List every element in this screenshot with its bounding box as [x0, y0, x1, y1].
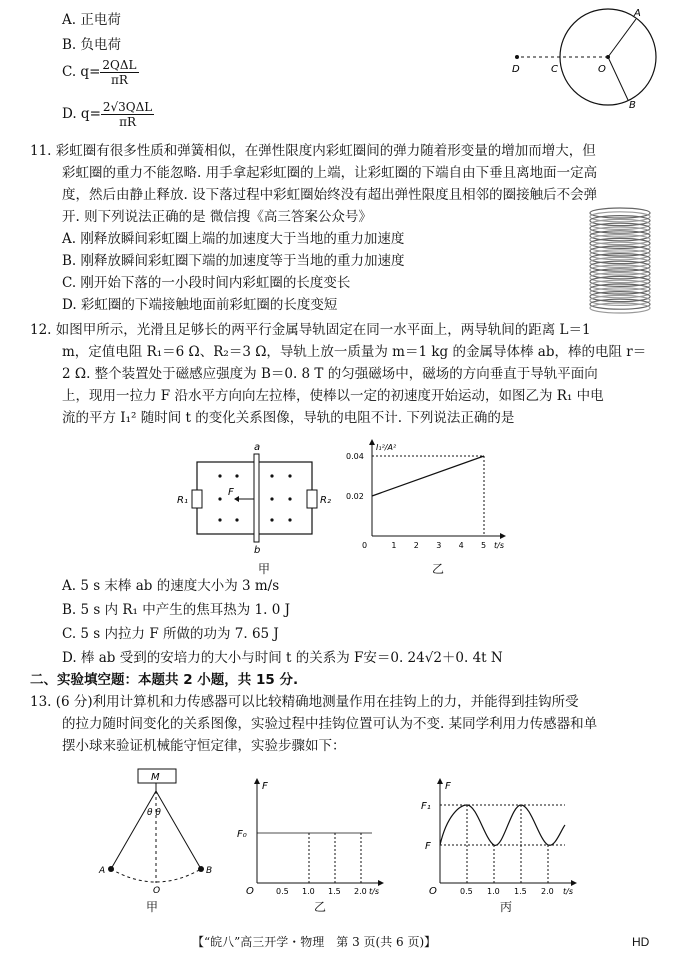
- label-a: A: [99, 866, 106, 876]
- q12-option-b: B. 5 s 内 R₁ 中产生的焦耳热为 1. 0 J: [62, 602, 291, 618]
- label-theta: θ θ: [147, 808, 161, 818]
- x-tick-label: 1.5: [514, 887, 527, 895]
- q12-stem-line: 2 Ω. 整个装置处于磁感应强度为 B＝0. 8 T 的匀强磁场中，磁场的方向垂直于导轨平面向: [62, 366, 598, 382]
- rod-ab: [254, 454, 259, 542]
- footer-code: HD: [632, 935, 650, 949]
- q13-fig-jia-caption: 甲: [146, 900, 159, 914]
- q11-stem-line: 11. 彩虹圈有很多性质和弹簧相似，在弹性限度内彩虹圈间的弹力随着形变量的增加而增大，但: [30, 143, 596, 159]
- string-left: [111, 791, 156, 869]
- origin-label: O: [246, 886, 254, 895]
- slinky-coils: [590, 208, 650, 313]
- q10-option-b: B. 负电荷: [62, 37, 122, 53]
- label-r2: R₂: [320, 495, 331, 506]
- x-label: t/s: [494, 541, 504, 550]
- q12-circuit-figure: [172, 440, 342, 565]
- q13-force-chart-yi: [232, 775, 392, 895]
- label-d: D: [512, 64, 520, 75]
- q12-stem-line: 上，现用一拉力 F 沿水平方向向左拉棒，使棒以一定的初速度开始运动，如图乙为 R₁ 中电: [62, 388, 604, 404]
- label-a: a: [254, 442, 261, 453]
- x-tick-label: 1.0: [487, 887, 500, 895]
- x-tick-label: 2: [413, 541, 419, 550]
- q13-fig-yi-caption: 乙: [314, 900, 327, 914]
- center-dot: [606, 55, 610, 59]
- y-label: I₁²/A²: [376, 443, 397, 452]
- label-b: b: [254, 545, 261, 556]
- q12-option-d: D. 棒 ab 受到的安培力的大小与时间 t 的关系为 F安＝0. 24√2＋0. 4t N: [62, 650, 503, 666]
- q11-option-b: B. 刚释放瞬间彩虹圈下端的加速度等于当地的重力加速度: [62, 253, 405, 269]
- q11-stem-line: 开. 则下列说法正确的是 微信搜《高三答案公众号》: [62, 209, 372, 225]
- fraction-denominator: πR: [119, 115, 137, 129]
- string-right: [156, 791, 201, 869]
- q11-option-c: C. 刚开始下落的一小段时间内彩虹圈的长度变长: [62, 275, 351, 291]
- q10-option-c: [62, 58, 139, 87]
- point-d-dot: [515, 55, 519, 59]
- q12-stem-line: 流的平方 I₁² 随时间 t 的变化关系图像，导轨的电阻不计. 下列说法正确的是: [62, 410, 515, 426]
- label-f: F: [228, 487, 234, 498]
- q11-option-d: D. 彩虹圈的下端接触地面前彩虹圈的长度变短: [62, 297, 338, 313]
- x-tick-label: 4: [458, 541, 464, 550]
- fraction-numerator: 2√3QΔL: [102, 100, 153, 114]
- label-r1: R₁: [177, 495, 188, 506]
- q12-option-c: C. 5 s 内拉力 F 所做的功为 7. 65 J: [62, 626, 279, 642]
- q13-stem-line: 摆小球来验证机械能守恒定律，实验步骤如下：: [62, 738, 346, 754]
- q12-option-a: A. 5 s 末棒 ab 的速度大小为 3 m/s: [62, 578, 280, 594]
- q13-pendulum-figure: [95, 765, 220, 895]
- f0-label: F₀: [237, 829, 247, 840]
- resistor-r1: [192, 490, 202, 508]
- section-heading: 二、实验填空题：本题共 2 小题，共 15 分.: [30, 672, 299, 688]
- force-curve: [440, 805, 565, 845]
- x-tick-label: 0.5: [460, 887, 473, 895]
- x-arrow-icon: [500, 533, 506, 539]
- q13-fig-bing-caption: 丙: [500, 900, 513, 914]
- fraction-denominator: πR: [110, 73, 128, 87]
- q10-option-c-prefix: C. q=: [62, 64, 101, 80]
- ball-a: [108, 866, 114, 872]
- f1-label: F₁: [421, 801, 431, 812]
- x-tick-label: 1.5: [328, 887, 341, 895]
- f-label: F: [425, 841, 431, 852]
- q10-circle-figure: [505, 2, 675, 114]
- ball-b: [198, 866, 204, 872]
- label-a: A: [634, 8, 641, 19]
- q12-current-chart: [340, 436, 515, 561]
- x-label: t/s: [563, 887, 573, 895]
- series-line: [372, 456, 484, 496]
- x-label: t/s: [369, 887, 379, 895]
- x-tick-label: 5: [481, 541, 487, 550]
- y-tick-label: 0.04: [346, 452, 364, 461]
- label-c: C: [551, 64, 558, 75]
- radius-ob: [608, 57, 628, 100]
- q10-option-a: A. 正电荷: [62, 12, 121, 28]
- q10-option-c-fraction: [100, 58, 138, 87]
- q12-stem-line: m，定值电阻 R₁＝6 Ω、R₂＝3 Ω，导轨上放一质量为 m＝1 kg 的金属导体棒 ab，棒的电阻 r＝: [62, 344, 647, 360]
- q11-stem-line: 彩虹圈的重力不能忽略. 用手拿起彩虹圈的上端，让彩虹圈的下端自由下垂且离地面一定高: [62, 165, 598, 181]
- q10-option-d: [62, 100, 154, 129]
- x-arrow-icon: [378, 880, 384, 886]
- x-tick-label: 2.0: [354, 887, 367, 895]
- q12-fig-yi-caption: 乙: [432, 562, 445, 576]
- q10-option-d-prefix: D. q=: [62, 106, 101, 122]
- q11-option-a: A. 刚释放瞬间彩虹圈上端的加速度大于当地的重力加速度: [62, 231, 405, 247]
- radius-oa: [608, 19, 636, 57]
- x-tick-label: 1: [391, 541, 397, 550]
- page-footer: 【“皖八”高三开学・物理 第 3 页(共 6 页)】: [192, 935, 437, 949]
- x-arrow-icon: [571, 880, 577, 886]
- label-b: B: [206, 866, 213, 876]
- label-b: B: [629, 100, 636, 111]
- x-tick-label: 0: [362, 541, 368, 550]
- q13-stem-line: 13. (6 分)利用计算机和力传感器可以比较精确地测量作用在挂钩上的力，并能得到挂钩所受: [30, 694, 579, 710]
- y-label: F: [262, 781, 268, 792]
- force-arrowhead: [234, 496, 239, 502]
- resistor-r2: [307, 490, 317, 508]
- q11-stem-line: 度，然后由静止释放. 设下落过程中彩虹圈始终没有超出弹性限度且相邻的圈接触后不会弹: [62, 187, 598, 203]
- x-tick-label: 0.5: [276, 887, 289, 895]
- q13-stem-line: 的拉力随时间变化的关系图像，实验过程中挂钩位置可认为不变. 某同学利用力传感器和单: [62, 716, 598, 732]
- y-tick-label: 0.02: [346, 492, 364, 501]
- x-tick-label: 2.0: [541, 887, 554, 895]
- origin-label: O: [429, 886, 437, 895]
- slinky-image: [585, 205, 655, 317]
- y-label: F: [445, 781, 451, 792]
- label-o: O: [598, 64, 606, 75]
- x-tick-label: 3: [436, 541, 442, 550]
- y-arrow-icon: [369, 439, 375, 445]
- fraction-numerator: 2QΔL: [102, 58, 137, 72]
- q12-fig-jia-caption: 甲: [258, 562, 271, 576]
- q10-option-d-fraction: [101, 100, 154, 129]
- x-tick-label: 1.0: [302, 887, 315, 895]
- y-arrow-icon: [254, 778, 260, 784]
- y-arrow-icon: [437, 778, 443, 784]
- q13-force-chart-bing: [415, 775, 585, 895]
- label-m: M: [151, 772, 160, 783]
- q12-stem-line: 12. 如图甲所示，光滑且足够长的两平行金属导轨固定在同一水平面上，两导轨间的距离 L＝1: [30, 322, 591, 338]
- label-o: O: [153, 886, 161, 895]
